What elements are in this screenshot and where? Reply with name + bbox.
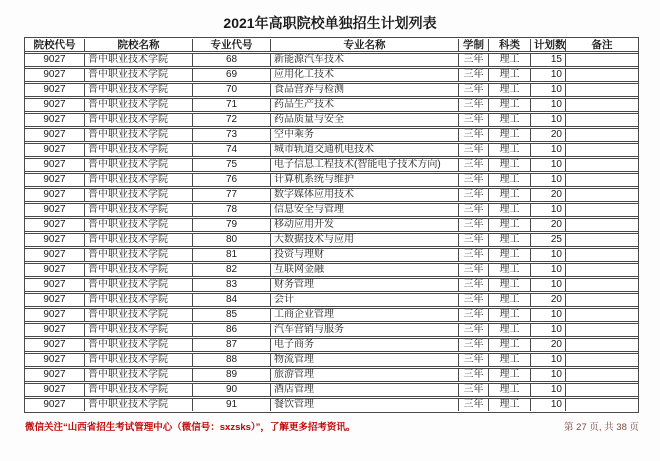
table-row xyxy=(25,263,638,277)
table-cell: 新能源汽车技术 xyxy=(270,53,458,67)
table-cell: 晋中职业技术学院 xyxy=(84,188,192,202)
table-cell: 理工 xyxy=(488,158,530,172)
table-cell: 三年 xyxy=(458,338,488,352)
table-cell: 10 xyxy=(530,353,565,367)
table-cell: 9027 xyxy=(25,158,84,172)
table-cell: 三年 xyxy=(458,263,488,277)
table-row xyxy=(25,248,638,262)
enrollment-table-wrap xyxy=(24,37,639,413)
table-cell: 10 xyxy=(530,263,565,277)
table-cell: 晋中职业技术学院 xyxy=(84,113,192,127)
table-cell: 9027 xyxy=(25,248,84,262)
table-cell: 三年 xyxy=(458,128,488,142)
table-row xyxy=(25,233,638,247)
table-cell: 9027 xyxy=(25,353,84,367)
table-cell: 晋中职业技术学院 xyxy=(84,173,192,187)
table-cell xyxy=(565,368,638,382)
table-cell: 理工 xyxy=(488,233,530,247)
column-header-7: 计划数 xyxy=(530,39,565,52)
table-cell: 77 xyxy=(192,188,270,202)
table-cell xyxy=(565,83,638,97)
table-cell: 理工 xyxy=(488,83,530,97)
table-cell: 73 xyxy=(192,128,270,142)
table-cell: 9027 xyxy=(25,218,84,232)
table-cell: 88 xyxy=(192,353,270,367)
table-cell: 72 xyxy=(192,113,270,127)
table-cell: 10 xyxy=(530,308,565,322)
table-cell: 电子信息工程技术(智能电子技术方向) xyxy=(270,158,458,172)
table-cell: 9027 xyxy=(25,263,84,277)
table-cell: 三年 xyxy=(458,83,488,97)
table-cell: 10 xyxy=(530,248,565,262)
table-cell: 三年 xyxy=(458,353,488,367)
table-row xyxy=(25,338,638,352)
table-row xyxy=(25,128,638,142)
page-title: 2021年高职院校单独招生计划列表 xyxy=(223,15,437,31)
table-cell: 理工 xyxy=(488,203,530,217)
table-cell xyxy=(565,323,638,337)
table-cell: 76 xyxy=(192,173,270,187)
table-cell: 信息安全与管理 xyxy=(270,203,458,217)
table-cell: 晋中职业技术学院 xyxy=(84,398,192,411)
table-row xyxy=(25,323,638,337)
table-cell: 9027 xyxy=(25,68,84,82)
table-cell: 10 xyxy=(530,143,565,157)
table-cell xyxy=(565,68,638,82)
table-cell: 晋中职业技术学院 xyxy=(84,68,192,82)
table-row xyxy=(25,203,638,217)
table-header-row xyxy=(25,39,638,52)
table-cell: 79 xyxy=(192,218,270,232)
table-cell: 汽车营销与服务 xyxy=(270,323,458,337)
table-cell: 75 xyxy=(192,158,270,172)
table-cell: 三年 xyxy=(458,218,488,232)
table-cell: 理工 xyxy=(488,68,530,82)
table-cell: 晋中职业技术学院 xyxy=(84,203,192,217)
table-cell: 电子商务 xyxy=(270,338,458,352)
table-cell: 理工 xyxy=(488,398,530,411)
table-cell: 理工 xyxy=(488,113,530,127)
table-row xyxy=(25,98,638,112)
table-row xyxy=(25,293,638,307)
table-cell: 晋中职业技术学院 xyxy=(84,368,192,382)
page-number: 第 27 页, 共 38 页 xyxy=(564,422,639,433)
table-cell: 物流管理 xyxy=(270,353,458,367)
table-cell: 工商企业管理 xyxy=(270,308,458,322)
table-cell: 财务管理 xyxy=(270,278,458,292)
table-cell: 理工 xyxy=(488,263,530,277)
table-row xyxy=(25,143,638,157)
table-cell: 10 xyxy=(530,173,565,187)
table-cell: 三年 xyxy=(458,158,488,172)
table-cell: 空中乘务 xyxy=(270,128,458,142)
table-cell xyxy=(565,173,638,187)
table-cell: 84 xyxy=(192,293,270,307)
table-cell: 理工 xyxy=(488,278,530,292)
table-cell: 10 xyxy=(530,383,565,397)
table-cell: 理工 xyxy=(488,353,530,367)
table-cell: 理工 xyxy=(488,338,530,352)
table-cell: 9027 xyxy=(25,338,84,352)
table-cell: 理工 xyxy=(488,248,530,262)
table-cell: 三年 xyxy=(458,368,488,382)
table-cell xyxy=(565,398,638,411)
table-cell: 20 xyxy=(530,293,565,307)
table-cell: 理工 xyxy=(488,173,530,187)
table-cell: 三年 xyxy=(458,383,488,397)
table-cell: 数字媒体应用技术 xyxy=(270,188,458,202)
table-cell: 20 xyxy=(530,338,565,352)
table-cell: 计算机系统与维护 xyxy=(270,173,458,187)
table-cell: 大数据技术与应用 xyxy=(270,233,458,247)
table-cell: 71 xyxy=(192,98,270,112)
table-cell: 10 xyxy=(530,323,565,337)
table-row xyxy=(25,353,638,367)
table-cell xyxy=(565,308,638,322)
table-cell: 晋中职业技术学院 xyxy=(84,293,192,307)
table-cell: 晋中职业技术学院 xyxy=(84,233,192,247)
table-cell: 15 xyxy=(530,53,565,67)
table-cell xyxy=(565,278,638,292)
table-cell xyxy=(565,383,638,397)
wechat-notice-text: 微信关注“山西省招生考试管理中心（微信号：sxzsks）”，了解更多招考资讯。 xyxy=(25,422,356,433)
table-cell: 10 xyxy=(530,68,565,82)
table-cell xyxy=(565,98,638,112)
table-cell: 晋中职业技术学院 xyxy=(84,323,192,337)
table-cell: 三年 xyxy=(458,293,488,307)
table-cell: 移动应用开发 xyxy=(270,218,458,232)
table-cell: 87 xyxy=(192,338,270,352)
table-cell: 三年 xyxy=(458,248,488,262)
table-cell: 晋中职业技术学院 xyxy=(84,158,192,172)
table-cell: 80 xyxy=(192,233,270,247)
table-cell: 10 xyxy=(530,113,565,127)
table-cell xyxy=(565,113,638,127)
table-cell: 三年 xyxy=(458,323,488,337)
table-cell: 10 xyxy=(530,203,565,217)
table-cell: 9027 xyxy=(25,293,84,307)
table-cell: 81 xyxy=(192,248,270,262)
table-cell: 9027 xyxy=(25,323,84,337)
table-cell: 晋中职业技术学院 xyxy=(84,278,192,292)
table-row xyxy=(25,383,638,397)
table-cell: 三年 xyxy=(458,68,488,82)
column-header-8: 备注 xyxy=(565,39,638,52)
table-cell: 9027 xyxy=(25,368,84,382)
table-row xyxy=(25,368,638,382)
table-cell xyxy=(565,233,638,247)
table-cell: 20 xyxy=(530,188,565,202)
table-cell: 食品营养与检测 xyxy=(270,83,458,97)
table-cell: 三年 xyxy=(458,188,488,202)
table-cell: 三年 xyxy=(458,53,488,67)
table-cell: 10 xyxy=(530,83,565,97)
table-cell: 晋中职业技术学院 xyxy=(84,338,192,352)
table-row xyxy=(25,188,638,202)
table-row xyxy=(25,308,638,322)
table-cell: 晋中职业技术学院 xyxy=(84,248,192,262)
table-cell: 9027 xyxy=(25,143,84,157)
table-cell: 9027 xyxy=(25,128,84,142)
table-cell: 投资与理财 xyxy=(270,248,458,262)
column-header-4: 专业名称 xyxy=(270,39,458,52)
table-cell: 69 xyxy=(192,68,270,82)
table-cell: 三年 xyxy=(458,98,488,112)
table-cell: 10 xyxy=(530,98,565,112)
table-row xyxy=(25,398,638,411)
table-cell: 90 xyxy=(192,383,270,397)
table-cell: 理工 xyxy=(488,383,530,397)
table-cell: 85 xyxy=(192,308,270,322)
table-cell: 9027 xyxy=(25,113,84,127)
column-header-6: 科类 xyxy=(488,39,530,52)
table-cell: 9027 xyxy=(25,203,84,217)
table-cell: 10 xyxy=(530,158,565,172)
column-header-5: 学制 xyxy=(458,39,488,52)
table-cell: 86 xyxy=(192,323,270,337)
table-cell: 三年 xyxy=(458,113,488,127)
table-cell: 晋中职业技术学院 xyxy=(84,143,192,157)
table-row xyxy=(25,83,638,97)
table-cell: 三年 xyxy=(458,173,488,187)
table-cell: 餐饮管理 xyxy=(270,398,458,411)
table-cell: 三年 xyxy=(458,203,488,217)
table-cell: 70 xyxy=(192,83,270,97)
table-cell: 三年 xyxy=(458,143,488,157)
page-footer xyxy=(25,419,639,433)
table-cell: 理工 xyxy=(488,53,530,67)
table-cell xyxy=(565,218,638,232)
table-cell xyxy=(565,338,638,352)
table-cell: 晋中职业技术学院 xyxy=(84,353,192,367)
table-cell: 9027 xyxy=(25,383,84,397)
table-cell: 25 xyxy=(530,233,565,247)
table-row xyxy=(25,173,638,187)
table-cell: 10 xyxy=(530,278,565,292)
table-cell: 会计 xyxy=(270,293,458,307)
table-body xyxy=(25,53,638,411)
table-cell xyxy=(565,293,638,307)
table-cell: 旅游管理 xyxy=(270,368,458,382)
enrollment-table xyxy=(25,38,638,412)
table-cell xyxy=(565,188,638,202)
table-cell: 晋中职业技术学院 xyxy=(84,263,192,277)
table-cell: 晋中职业技术学院 xyxy=(84,53,192,67)
table-cell: 理工 xyxy=(488,188,530,202)
table-cell: 药品生产技术 xyxy=(270,98,458,112)
table-cell xyxy=(565,263,638,277)
table-cell: 9027 xyxy=(25,278,84,292)
table-cell: 9027 xyxy=(25,398,84,411)
table-cell xyxy=(565,158,638,172)
table-cell xyxy=(565,353,638,367)
table-row xyxy=(25,158,638,172)
table-cell: 城市轨道交通机电技术 xyxy=(270,143,458,157)
table-cell: 晋中职业技术学院 xyxy=(84,308,192,322)
table-cell: 晋中职业技术学院 xyxy=(84,83,192,97)
table-cell: 三年 xyxy=(458,233,488,247)
table-row xyxy=(25,53,638,67)
table-cell: 三年 xyxy=(458,278,488,292)
table-cell: 酒店管理 xyxy=(270,383,458,397)
table-cell: 20 xyxy=(530,128,565,142)
table-row xyxy=(25,68,638,82)
table-cell: 理工 xyxy=(488,143,530,157)
table-row xyxy=(25,278,638,292)
table-cell xyxy=(565,203,638,217)
table-cell: 9027 xyxy=(25,188,84,202)
table-cell: 理工 xyxy=(488,128,530,142)
table-cell: 理工 xyxy=(488,368,530,382)
table-row xyxy=(25,218,638,232)
table-cell: 91 xyxy=(192,398,270,411)
table-cell: 9027 xyxy=(25,308,84,322)
table-cell: 药品质量与安全 xyxy=(270,113,458,127)
table-cell: 9027 xyxy=(25,98,84,112)
table-cell: 三年 xyxy=(458,398,488,411)
table-cell: 74 xyxy=(192,143,270,157)
table-cell: 9027 xyxy=(25,53,84,67)
table-cell: 83 xyxy=(192,278,270,292)
column-header-1: 院校代号 xyxy=(25,39,84,52)
table-cell xyxy=(565,53,638,67)
table-cell: 互联网金融 xyxy=(270,263,458,277)
table-cell: 10 xyxy=(530,398,565,411)
table-cell: 三年 xyxy=(458,308,488,322)
table-cell xyxy=(565,128,638,142)
table-cell: 理工 xyxy=(488,323,530,337)
table-cell: 理工 xyxy=(488,293,530,307)
table-cell: 89 xyxy=(192,368,270,382)
column-header-3: 专业代号 xyxy=(192,39,270,52)
table-cell: 理工 xyxy=(488,98,530,112)
table-cell: 82 xyxy=(192,263,270,277)
table-cell: 理工 xyxy=(488,308,530,322)
table-cell: 晋中职业技术学院 xyxy=(84,383,192,397)
column-header-2: 院校名称 xyxy=(84,39,192,52)
table-cell: 理工 xyxy=(488,218,530,232)
table-cell: 68 xyxy=(192,53,270,67)
table-cell: 晋中职业技术学院 xyxy=(84,128,192,142)
table-cell: 9027 xyxy=(25,83,84,97)
table-cell: 9027 xyxy=(25,233,84,247)
table-cell: 10 xyxy=(530,368,565,382)
table-cell: 应用化工技术 xyxy=(270,68,458,82)
table-cell xyxy=(565,248,638,262)
table-cell: 晋中职业技术学院 xyxy=(84,98,192,112)
table-cell xyxy=(565,143,638,157)
table-cell: 78 xyxy=(192,203,270,217)
table-cell: 9027 xyxy=(25,173,84,187)
table-cell: 20 xyxy=(530,218,565,232)
table-row xyxy=(25,113,638,127)
table-cell: 晋中职业技术学院 xyxy=(84,218,192,232)
